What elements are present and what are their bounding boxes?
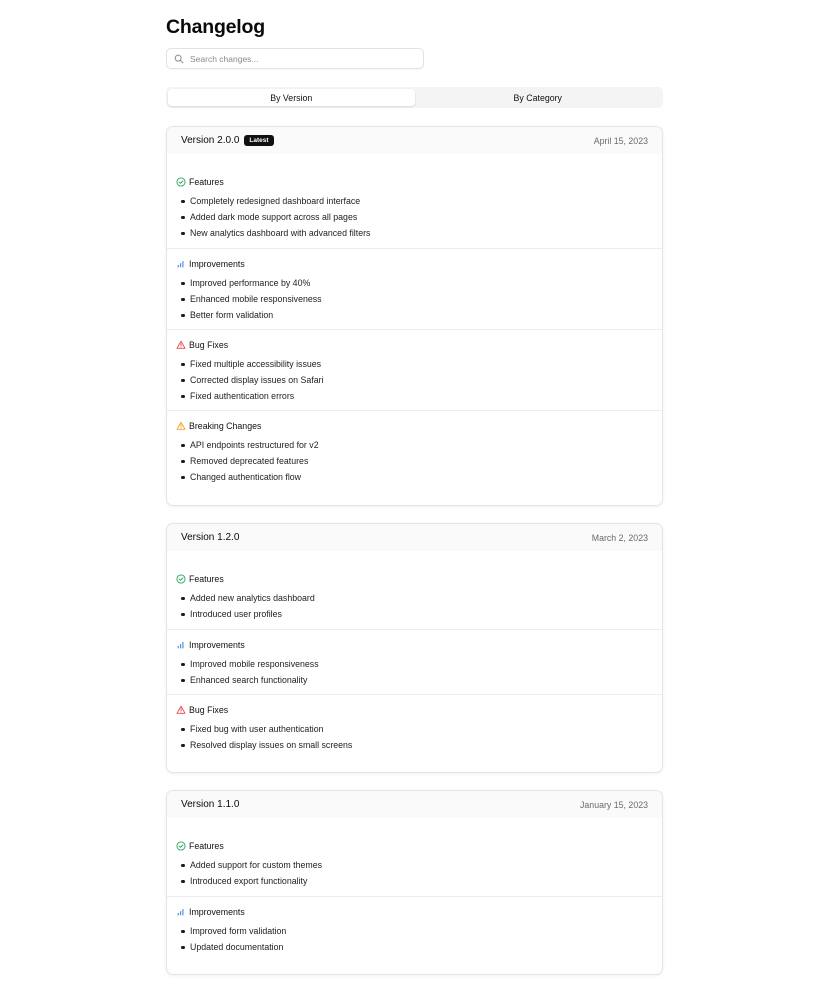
features-section <box>167 818 662 896</box>
warning-triangle-icon <box>176 705 186 715</box>
check-circle-icon <box>176 574 186 584</box>
page-title: Changelog <box>166 16 265 38</box>
improvements-section <box>167 896 662 975</box>
tab-by-category[interactable]: By Category <box>513 92 562 103</box>
section-title: Features <box>189 841 224 851</box>
version-card-1-1-0 <box>166 790 663 975</box>
list-item: Updated documentation <box>190 939 662 955</box>
release-date: March 2, 2023 <box>591 533 648 543</box>
view-tabs <box>166 87 663 108</box>
version-header <box>167 524 662 551</box>
features-section <box>167 551 662 629</box>
list-item: Improved mobile responsiveness <box>190 656 662 672</box>
version-card-2-0-0 <box>166 126 663 506</box>
section-title: Improvements <box>189 259 245 269</box>
version-title: Version 1.1.0 <box>181 799 240 810</box>
bug-fixes-section <box>167 694 662 773</box>
check-circle-icon <box>176 841 186 851</box>
list-item: New analytics dashboard with advanced filters <box>190 225 662 241</box>
bar-chart-icon <box>176 259 186 269</box>
section-title: Breaking Changes <box>189 421 262 431</box>
version-title: Version 2.0.0 <box>181 135 240 146</box>
list-item: Changed authentication flow <box>190 469 662 485</box>
section-title: Bug Fixes <box>189 340 229 350</box>
improvements-section <box>167 629 662 694</box>
list-item: Fixed bug with user authentication <box>190 721 662 737</box>
list-item: Introduced export functionality <box>190 873 662 889</box>
list-item: Better form validation <box>190 307 662 323</box>
version-title: Version 1.2.0 <box>181 532 240 543</box>
list-item: Enhanced search functionality <box>190 672 662 688</box>
list-item: Resolved display issues on small screens <box>190 737 662 753</box>
section-title: Features <box>189 177 224 187</box>
improvements-section <box>167 248 662 329</box>
version-header <box>167 791 662 818</box>
bug-fixes-section <box>167 329 662 410</box>
list-item: Fixed authentication errors <box>190 388 662 404</box>
list-item: API endpoints restructured for v2 <box>190 437 662 453</box>
list-item: Improved form validation <box>190 923 662 939</box>
latest-badge: Latest <box>244 135 273 147</box>
list-item: Removed deprecated features <box>190 453 662 469</box>
search-box[interactable] <box>166 48 424 69</box>
list-item: Improved performance by 40% <box>190 275 662 291</box>
version-card-1-2-0 <box>166 523 663 773</box>
breaking-changes-section <box>167 410 662 505</box>
bar-chart-icon <box>176 640 186 650</box>
search-input[interactable] <box>167 49 423 68</box>
bar-chart-icon <box>176 907 186 917</box>
section-title: Improvements <box>189 640 245 650</box>
list-item: Added dark mode support across all pages <box>190 209 662 225</box>
version-header <box>167 127 662 154</box>
release-date: January 15, 2023 <box>580 800 648 810</box>
warning-triangle-icon <box>176 340 186 350</box>
section-title: Features <box>189 574 224 584</box>
features-section <box>167 154 662 248</box>
search-icon <box>174 54 184 64</box>
release-date: April 15, 2023 <box>593 136 648 146</box>
warning-triangle-icon <box>176 421 186 431</box>
list-item: Corrected display issues on Safari <box>190 372 662 388</box>
list-item: Added new analytics dashboard <box>190 590 662 606</box>
list-item: Enhanced mobile responsiveness <box>190 291 662 307</box>
list-item: Completely redesigned dashboard interface <box>190 193 662 209</box>
check-circle-icon <box>176 177 186 187</box>
list-item: Fixed multiple accessibility issues <box>190 356 662 372</box>
tab-by-version[interactable]: By Version <box>168 89 415 106</box>
section-title: Bug Fixes <box>189 705 229 715</box>
section-title: Improvements <box>189 907 245 917</box>
list-item: Added support for custom themes <box>190 857 662 873</box>
list-item: Introduced user profiles <box>190 606 662 622</box>
